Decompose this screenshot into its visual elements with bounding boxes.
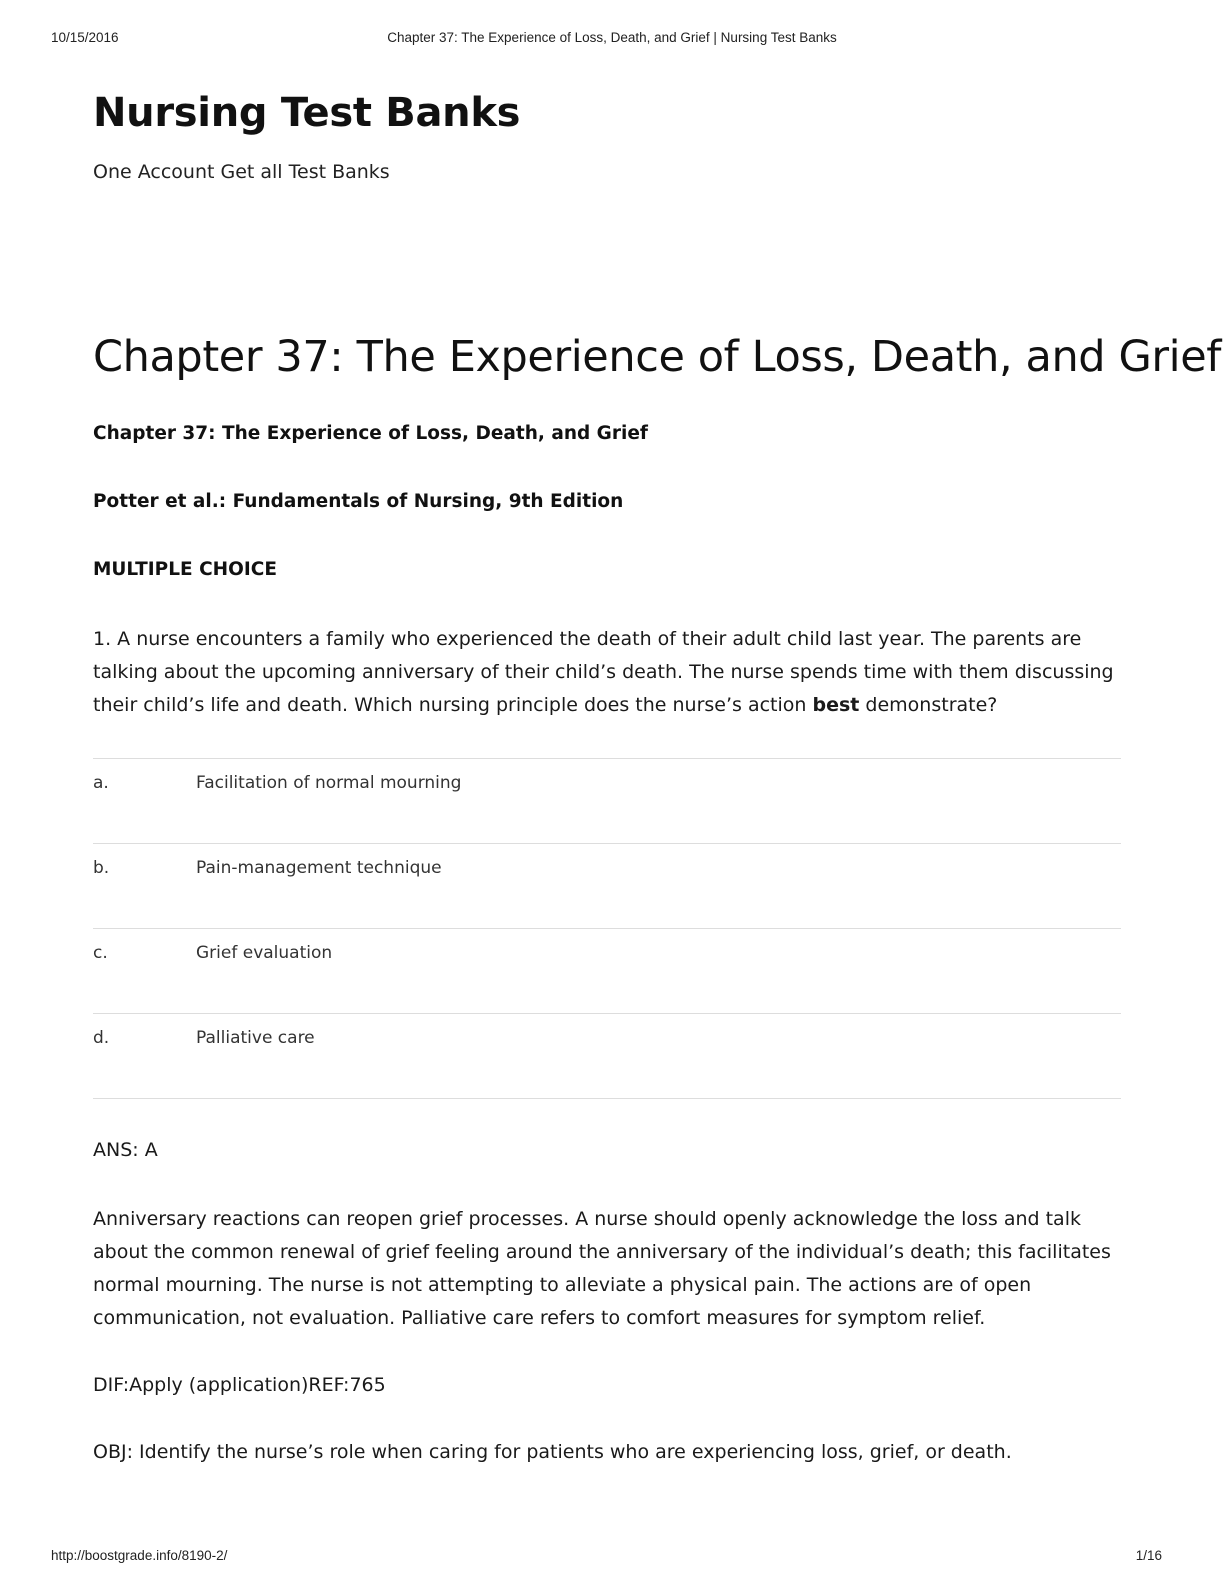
site-title-link[interactable]: Nursing Test Banks bbox=[93, 90, 521, 136]
choice-text: Facilitation of normal mourning bbox=[196, 773, 462, 793]
article-source: Potter et al.: Fundamentals of Nursing, 9th Edition bbox=[93, 491, 624, 512]
choice-text: Grief evaluation bbox=[196, 943, 333, 963]
print-date: 10/15/2016 bbox=[51, 30, 119, 45]
article-title: Chapter 37: The Experience of Loss, Death, and Grief bbox=[93, 332, 1222, 382]
print-footer bbox=[0, 1548, 1224, 1568]
question-stem-text: 1. A nurse encounters a family who experienced the death of their adult child last year. The parents are talking about the upcoming anniversary of their child’s death. The nurse spends time with them discussing their child’s life and death. Which nursing principle does the nurse’s action bbox=[93, 628, 1114, 716]
difficulty-reference: DIF:Apply (application)REF:765 bbox=[93, 1374, 386, 1396]
objective: OBJ: Identify the nurse’s role when caring for patients who are experiencing loss, grief, or death. bbox=[93, 1441, 1012, 1463]
print-url: http://boostgrade.info/8190-2/ bbox=[51, 1548, 228, 1563]
choice-letter: a. bbox=[93, 773, 109, 793]
page-number: 1/16 bbox=[1135, 1548, 1162, 1563]
article-subtitle: Chapter 37: The Experience of Loss, Death, and Grief bbox=[93, 423, 648, 444]
question-stem-end: demonstrate? bbox=[859, 694, 998, 716]
print-page-title: Chapter 37: The Experience of Loss, Death, and Grief | Nursing Test Banks bbox=[387, 30, 837, 45]
site-tagline: One Account Get all Test Banks bbox=[93, 161, 390, 183]
choice-text: Palliative care bbox=[196, 1028, 315, 1048]
choice-letter: c. bbox=[93, 943, 108, 963]
question-stem-emphasis: best bbox=[812, 694, 860, 716]
section-heading: MULTIPLE CHOICE bbox=[93, 559, 277, 580]
choices-table bbox=[93, 758, 1121, 1099]
choice-text: Pain-management technique bbox=[196, 858, 442, 878]
question-stem bbox=[93, 623, 1123, 722]
choice-row bbox=[93, 1014, 1121, 1099]
answer-key: ANS: A bbox=[93, 1139, 158, 1161]
choice-row bbox=[93, 844, 1121, 929]
answer-rationale: Anniversary reactions can reopen grief processes. A nurse should openly acknowledge the loss and talk about the common renewal of grief feeling around the anniversary of the individual’s death; this facilitates normal mourning. The nurse is not attempting to alleviate a physical pain. The actions are of open communication, not evaluation. Palliative care refers to comfort measures for symptom relief. bbox=[93, 1208, 1111, 1329]
choice-letter: d. bbox=[93, 1028, 110, 1048]
choice-letter: b. bbox=[93, 858, 110, 878]
print-header bbox=[0, 30, 1224, 50]
choice-row bbox=[93, 929, 1121, 1014]
choice-row bbox=[93, 759, 1121, 844]
